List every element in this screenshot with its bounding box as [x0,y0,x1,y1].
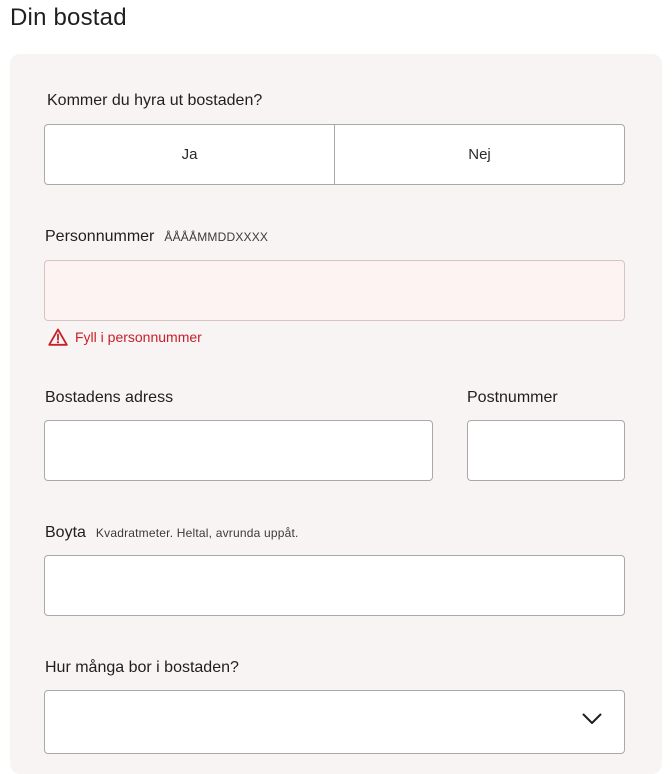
page-title: Din bostad [10,4,127,31]
warning-triangle-icon [48,328,68,346]
personnummer-label-row [45,228,268,246]
personnummer-error [48,328,202,346]
personnummer-error-text: Fyll i personnummer [75,329,202,345]
residents-label: Hur många bor i bostaden? [45,659,239,676]
personnummer-label: Personnummer [45,228,155,245]
residents-select[interactable] [44,690,625,754]
rent-out-yes-button[interactable]: Ja [181,146,198,163]
living-area-hint: Kvadratmeter. Heltal, avrunda uppåt. [95,526,299,540]
address-label: Bostadens adress [45,389,174,406]
personnummer-input[interactable] [44,260,625,321]
chevron-down-icon [582,713,602,725]
postal-code-label: Postnummer [467,389,558,406]
rent-out-label: Kommer du hyra ut bostaden? [47,92,263,109]
rent-out-no-button[interactable]: Nej [334,125,624,184]
living-area-label-row [45,524,299,542]
personnummer-hint: ÅÅÅÅMMDDXXXX [164,230,269,244]
living-area-label: Boyta [45,524,86,541]
rent-out-toggle [44,124,625,185]
address-input[interactable] [44,420,433,481]
postal-code-input[interactable] [467,420,625,481]
living-area-input[interactable] [44,555,625,616]
